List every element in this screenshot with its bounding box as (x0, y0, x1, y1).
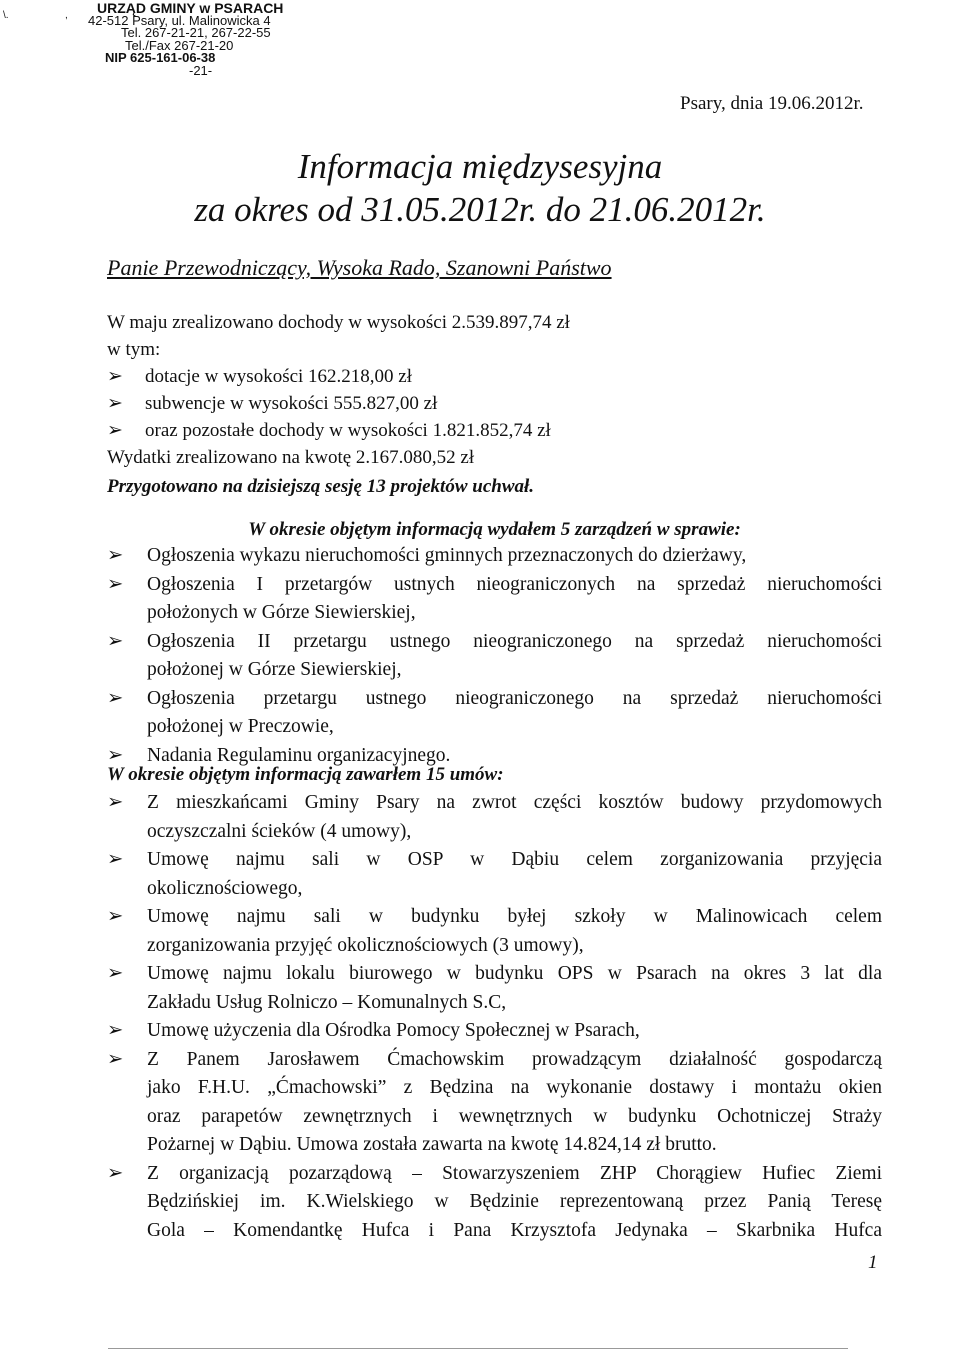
expenses-total: Wydatki zrealizowano na kwotę 2.167.080,52 zł (107, 447, 475, 468)
arrow-bullet-icon: ➢ (107, 1020, 124, 1041)
stamp-line: Tel./Fax 267-21-20 (125, 37, 234, 53)
contracts-list (107, 789, 882, 1245)
contract-item: ➢ Z mieszkańcami Gminy Psary na zwrot części kosztów budowy przydomowych oczyszczalni ścieków (4 umowy), (107, 789, 882, 846)
stamp-line: -21- (189, 62, 213, 78)
arrow-bullet-icon: ➢ (107, 687, 124, 709)
arrow-bullet-icon: ➢ (107, 744, 124, 766)
order-item: ➢ Ogłoszenia przetargu ustnego nieograniczonego na sprzedaż nieruchomości położonej w Preczowie, (107, 685, 882, 742)
stamp-line: URZĄD GMINY w PSARACH (97, 0, 284, 16)
margin-mark: , (65, 10, 68, 21)
stamp-line: 42-512 Psary, ul. Malinowicka 4 (88, 12, 271, 28)
resolutions-section (107, 473, 882, 500)
page-number: 1 (868, 1252, 878, 1273)
margin-mark: \. (3, 10, 9, 21)
arrow-bullet-icon: ➢ (107, 545, 124, 566)
contract-item: ➢ Umowę najmu lokalu biurowego w budynku OPS w Psarach na okres 3 lat dla Zakładu Usług Rolniczo – Komunalnych S.C, (107, 960, 882, 1017)
orders-heading-block (107, 516, 882, 543)
resolutions-note: Przygotowano na dzisiejszą sesję 13 projektów uchwał. (107, 476, 535, 497)
contract-item: ➢ Z Panem Jarosławem Ćmachowskim prowadzącym działalność gospodarczą jako F.H.U. „Ćmachowski” z Będzina na wykonanie dostawy i montażu okien oraz parapetów zewnętrznych i wewnętrznych w budynku Ochotniczej Straży Pożarnej w Dąbiu. Umowa została zawarta na kwotę 14.824,14 zł brutto. (107, 1046, 882, 1160)
arrow-bullet-icon: ➢ (107, 420, 123, 441)
contract-item: ➢ Z organizacją pozarządową – Stowarzyszeniem ZHP Chorągiew Hufiec Ziemi Będzińskiej im. K.Wielskiego w Będzinie reprezentowaną przez Panią Teresę Gola – Komendantkę Hufca i Pana Krzysztofa Jedynaka – Skarbnika Hufca (107, 1160, 882, 1246)
order-item: ➢ Ogłoszenia wykazu nieruchomości gminnych przeznaczonych do dzierżawy, (107, 542, 882, 571)
stamp-line: NIP 625-161-06-38 (105, 50, 216, 65)
income-item: ➢ subwencje w wysokości 555.827,00 zł (107, 390, 882, 417)
orders-list (107, 542, 882, 770)
arrow-bullet-icon: ➢ (107, 792, 124, 813)
stamp-line: Tel. 267-21-21, 267-22-55 (121, 25, 271, 40)
arrow-bullet-icon: ➢ (107, 849, 124, 870)
income-total: W maju zrealizowano dochody w wysokości 2.539.897,74 zł (107, 312, 570, 333)
order-item: ➢ Ogłoszenia II przetargu ustnego nieograniczonego na sprzedaż nieruchomości położonej w Górze Siewierskiej, (107, 628, 882, 685)
contract-item: ➢ Umowę najmu sali w OSP w Dąbiu celem zorganizowania przyjęcia okolicznościowego, (107, 846, 882, 903)
contracts-heading-block (107, 761, 882, 788)
contract-item: ➢ Umowę użyczenia dla Ośrodka Pomocy Społecznej w Psarach, (107, 1017, 882, 1046)
income-item: ➢ oraz pozostałe dochody w wysokości 1.821.852,74 zł (107, 417, 882, 444)
arrow-bullet-icon: ➢ (107, 630, 124, 652)
income-breakdown-label: w tym: (107, 339, 161, 360)
arrow-bullet-icon: ➢ (107, 393, 123, 414)
order-item: ➢ Ogłoszenia I przetargów ustnych nieograniczonych na sprzedaż nieruchomości położonych w Górze Siewierskiej, (107, 571, 882, 628)
document-subtitle: za okres od 31.05.2012r. do 21.06.2012r. (194, 190, 766, 229)
document-title: Informacja międzysesyjna (297, 147, 663, 186)
arrow-bullet-icon: ➢ (107, 1048, 124, 1070)
arrow-bullet-icon: ➢ (107, 573, 124, 595)
order-item: ➢ Nadania Regulaminu organizacyjnego. (107, 742, 882, 771)
office-stamp (83, 2, 323, 77)
arrow-bullet-icon: ➢ (107, 906, 124, 927)
income-section (107, 309, 882, 471)
contract-item: ➢ Umowę najmu sali w budynku byłej szkoły w Malinowicach celem zorganizowania przyjęć okolicznościowych (3 umowy), (107, 903, 882, 960)
arrow-bullet-icon: ➢ (107, 1162, 124, 1184)
footer-divider (108, 1348, 848, 1349)
income-item: ➢ dotacje w wysokości 162.218,00 zł (107, 363, 882, 390)
orders-heading: W okresie objętym informacją wydałem 5 zarządzeń w sprawie: (248, 519, 741, 540)
contracts-heading: W okresie objętym informacją zawarłem 15 umów: (107, 764, 504, 785)
document-date: Psary, dnia 19.06.2012r. (680, 93, 864, 114)
arrow-bullet-icon: ➢ (107, 366, 123, 387)
salutation: Panie Przewodniczący, Wysoka Rado, Szanowni Państwo (107, 255, 612, 280)
arrow-bullet-icon: ➢ (107, 963, 124, 984)
